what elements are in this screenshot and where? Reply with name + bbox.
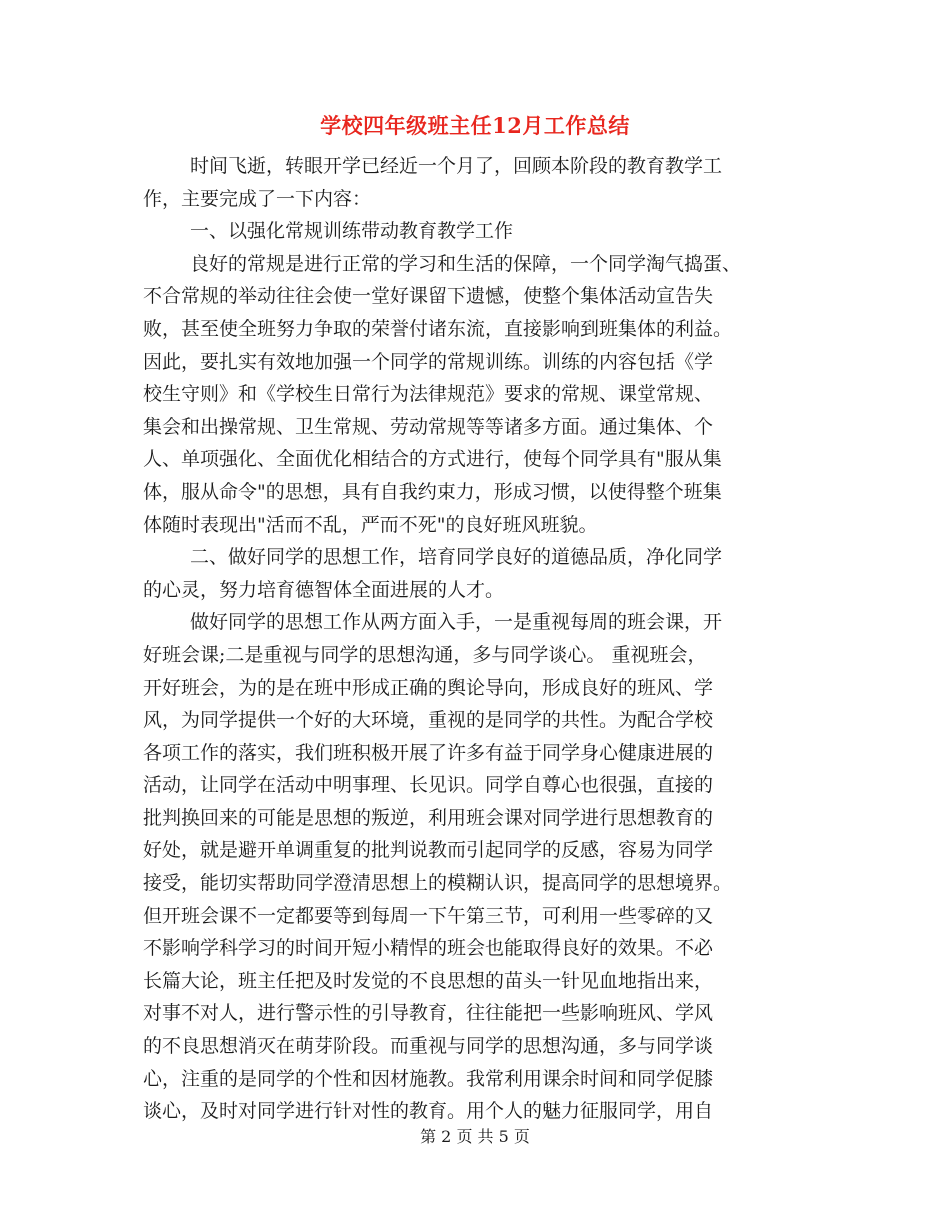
section-heading: 一、以强化常规训练带动教育教学工作	[190, 220, 514, 243]
text-line: 活动，让同学在活动中明事理、长见识。同学自尊心也很强，直接的	[143, 774, 714, 797]
text-line: 人、单项强化、全面优化相结合的方式进行，使每个同学具有"服从集	[143, 448, 722, 471]
text-line: 心，注重的是同学的个性和因材施教。我常利用课余时间和同学促膝	[143, 1067, 714, 1090]
document-title: 学校四年级班主任12月工作总结	[320, 113, 630, 138]
section-heading: 二、做好同学的思想工作，培育同学良好的道德品质，净化同学	[190, 546, 723, 569]
document-body	[143, 150, 811, 1128]
text-line: 校生守则》和《学校生日常行为法律规范》要求的常规、课堂常规、	[143, 383, 714, 406]
text-line: 接受，能切实帮助同学澄清思想上的模糊认识，提高同学的思想境界。	[143, 872, 733, 895]
text-line: 风，为同学提供一个好的大环境，重视的是同学的共性。为配合学校	[143, 709, 714, 732]
text-line: 作，主要完成了一下内容：	[143, 187, 372, 210]
text-line: 体随时表现出"活而不乱，严而不死"的良好班风班貌。	[143, 513, 598, 536]
text-line: 因此，要扎实有效地加强一个同学的常规训练。训练的内容包括《学	[143, 350, 714, 373]
text-line: 不合常规的举动往往会使一堂好课留下遗憾，使整个集体活动宣告失	[143, 285, 714, 308]
text-line: 不影响学科学习的时间开短小精悍的班会也能取得良好的效果。不必	[143, 937, 714, 960]
page-number-footer: 第 2 页 共 5 页	[420, 1127, 530, 1146]
text-line: 做好同学的思想工作从两方面入手，一是重视每周的班会课，开	[190, 611, 723, 634]
text-line: 良好的常规是进行正常的学习和生活的保障，一个同学淘气捣蛋、	[190, 252, 742, 275]
text-line: 谈心，及时对同学进行针对性的教育。用个人的魅力征服同学，用自	[143, 1100, 714, 1123]
text-line: 各项工作的落实，我们班积极开展了许多有益于同学身心健康进展的	[143, 741, 714, 764]
text-line: 批判换回来的可能是思想的叛逆，利用班会课对同学进行思想教育的	[143, 806, 714, 829]
text-line: 的不良思想消灭在萌芽阶段。而重视与同学的思想沟通，多与同学谈	[143, 1035, 714, 1058]
text-line: 时间飞逝，转眼开学已经近一个月了，回顾本阶段的教育教学工	[190, 155, 723, 177]
text-line: 体，服从命令"的思想，具有自我约束力，形成习惯，以使得整个班集	[143, 480, 722, 503]
text-line: 败，甚至使全班努力争取的荣誉付诸东流，直接影响到班集体的利益。	[143, 317, 733, 340]
text-line: 开好班会，为的是在班中形成正确的舆论导向，形成良好的班风、学	[143, 676, 714, 699]
text-line: 好班会课;二是重视与同学的思想沟通，多与同学谈心。 重视班会，	[143, 643, 707, 666]
text-line: 的心灵，努力培育德智体全面进展的人才。	[143, 578, 505, 601]
text-line: 好处，就是避开单调重复的批判说教而引起同学的反感，容易为同学	[143, 839, 714, 862]
text-line: 集会和出操常规、卫生常规、劳动常规等等诸多方面。通过集体、个	[143, 415, 714, 438]
text-line: 但开班会课不一定都要等到每周一下午第三节，可利用一些零碎的又	[143, 904, 714, 927]
text-line: 长篇大论，班主任把及时发觉的不良思想的苗头一针见血地指出来，	[143, 969, 714, 992]
text-line: 对事不对人，进行警示性的引导教育，往往能把一些影响班风、学风	[143, 1002, 714, 1025]
